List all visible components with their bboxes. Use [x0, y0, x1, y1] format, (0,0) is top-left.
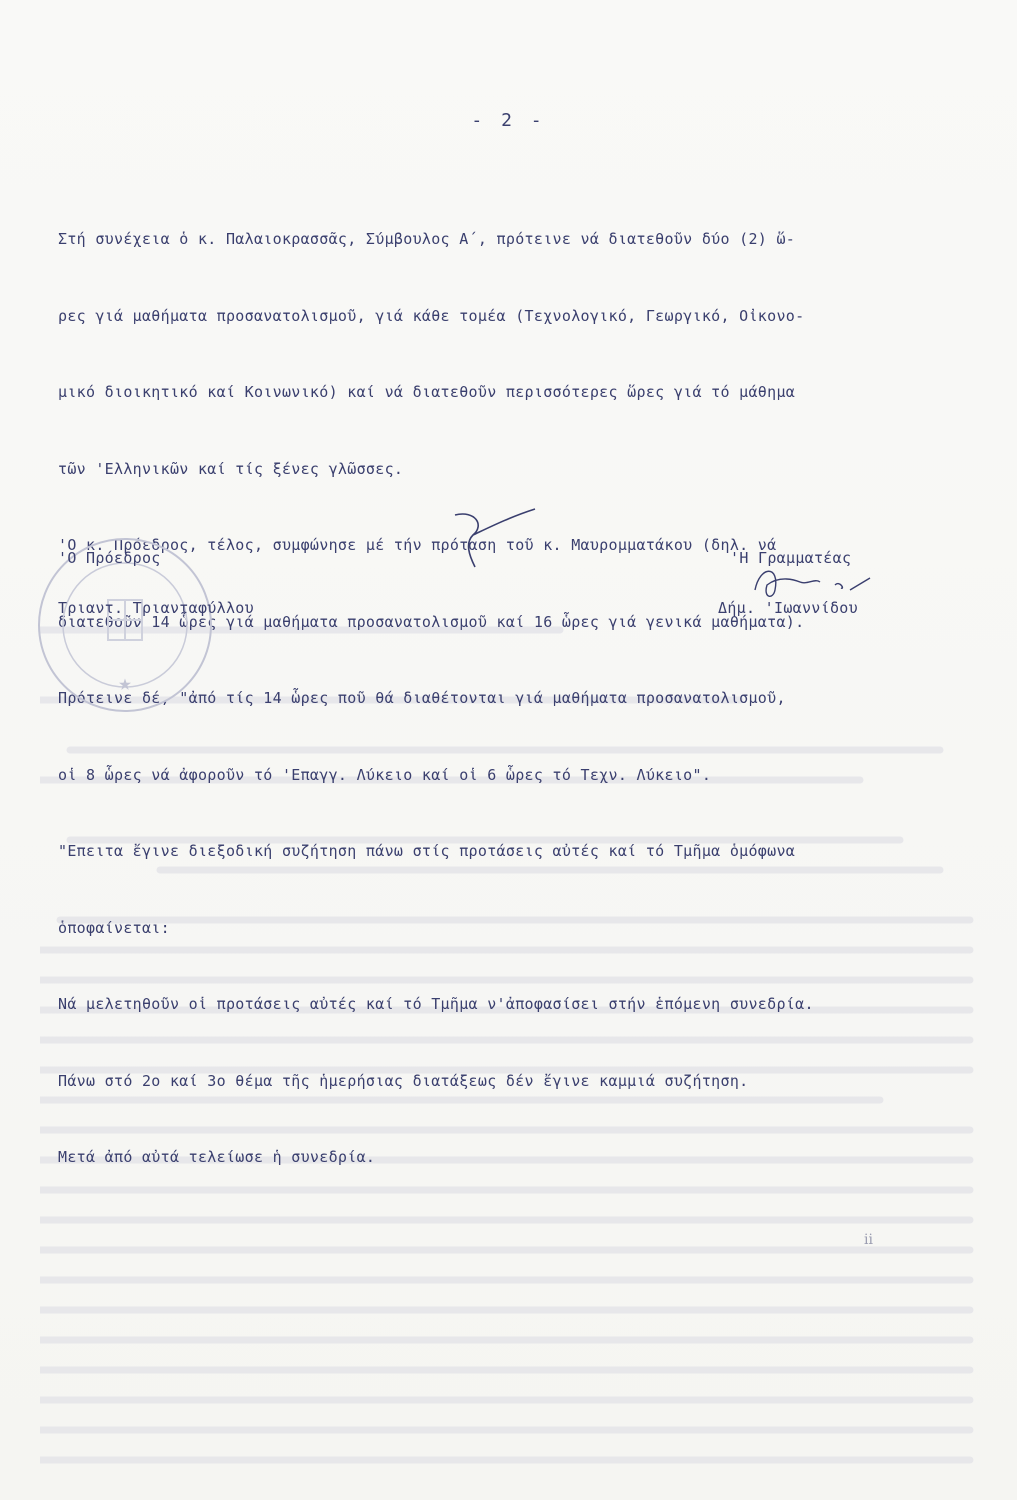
svg-text:★: ★	[118, 671, 132, 696]
body-line: ὁποφαίνεται:	[58, 918, 170, 937]
body-line: Πάνω στό 2ο καί 3ο θέμα τῆς ἡμερήσιας διατάξεως δέν ἔγινε καμμιά συζήτηση.	[58, 1071, 749, 1090]
signature-name-president: Τριαντ. Τριανταφύλλου	[58, 599, 254, 617]
body-line: διατεθοῦν 14 ὧρες γιά μαθήματα προσανατολισμοῦ καί 16 ὧρες γιά γενικά μαθήματα).	[58, 612, 805, 631]
body-line: τῶν 'Ελληνικῶν καί τίς ξένες γλῶσσες.	[58, 459, 404, 478]
body-line: Νά μελετηθοῦν οἱ προτάσεις αὐτές καί τό Τμῆμα ν'ἀποφασίσει στήν ἑπόμενη συνεδρία.	[58, 995, 814, 1013]
body-line: 'Ο κ. Πρόεδρος, τέλος, συμφώνησε μέ τήν πρόταση τοῦ κ. Μαυρομματάκου (δηλ. νά	[58, 536, 777, 554]
body-line: Στή συνέχεια ὁ κ. Παλαιοκρασσᾶς, Σύμβουλος Α΄, πρότεινε νά διατεθοῦν δύο (2) ὥ-	[58, 230, 796, 248]
body-line: Πρότεινε δέ, "ἀπό τίς 14 ὧρες ποῦ θά διαθέτονται γιά μαθήματα προσανατολισμοῦ,	[58, 689, 786, 707]
body-line: ρες γιά μαθήματα προσανατολισμοῦ, γιά κάθε τομέα (Τεχνολογικό, Γεωργικό, Οἰκονο-	[58, 306, 805, 325]
secretary-signature	[745, 560, 875, 610]
body-line: μικό διοικητικό καί Κοινωνικό) καί νά διατεθοῦν περισσότερες ὥρες γιά τό μάθημα	[58, 383, 796, 401]
body-line: Μετά ἀπό αὐτά τελείωσε ἡ συνεδρία.	[58, 1148, 376, 1166]
president-signature	[435, 505, 545, 575]
margin-mark: ii	[864, 1232, 873, 1248]
signature-title-president: 'Ο Πρόεδρος	[58, 549, 161, 567]
body-line: οἱ 8 ὧρες νά ἀφοροῦν τό 'Επαγγ. Λύκειο καί οἱ 6 ὧρες τό Τεχν. Λύκειο".	[58, 765, 712, 784]
body-line: "Επειτα ἔγινε διεξοδική συζήτηση πάνω στίς προτάσεις αὐτές καί τό Τμῆμα ὁμόφωνα	[58, 842, 796, 860]
signature-title-secretary: 'Η Γραμματέας	[730, 549, 852, 567]
page-number: - 2 -	[471, 110, 546, 131]
signature-name-secretary: Δήμ. 'Ιωαννίδου	[718, 599, 858, 617]
